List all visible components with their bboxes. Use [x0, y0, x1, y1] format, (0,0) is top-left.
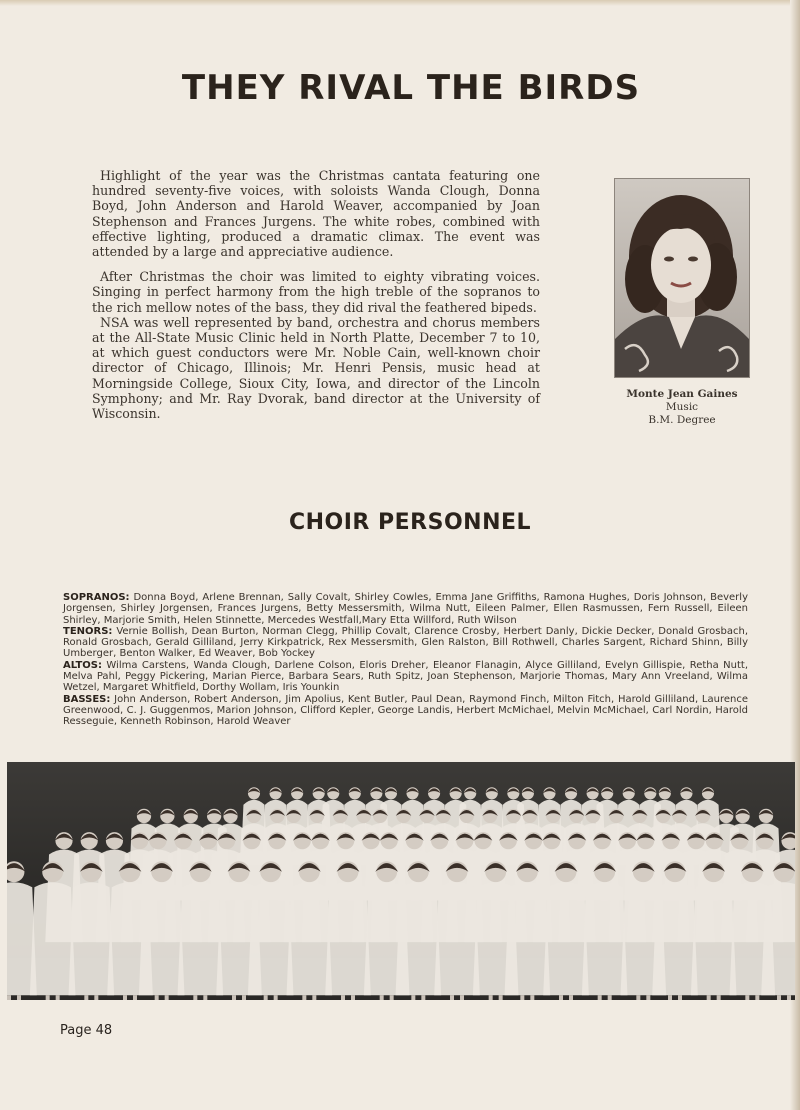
roster-section [63, 694, 748, 728]
roster-names: Vernie Bollish, Dean Burton, Norman Clegg, Phillip Covalt, Clarence Crosby, Herbert Danly, Dickie Decker, Donald Grosbach, Ronald Grosbach, Gerald Gilliland, Jerry Kirkpatrick, Rex Messersmith, Glen Ralston, Bill Rothwell, Charles Sargent, Richard Shinn, Billy Umberger, Benton Walker, Ed Weaver, Bob Yockey [63, 625, 748, 660]
portrait-degree: B.M. Degree [648, 414, 716, 426]
roster-names: John Anderson, Robert Anderson, Jim Apolius, Kent Butler, Paul Dean, Raymond Finch, Milton Fitch, Harold Gilliland, Laurence Greenwood, C. J. Guggenmos, Marion Johnson, Clifford Kepler, George Landis, Herbert McMichael, Melvin McMichael, Carl Nordin, Harold Resseguie, Kenneth Robinson, Harold Weaver [63, 693, 748, 728]
choir-photo-image [7, 762, 795, 1000]
portrait-photo [615, 179, 749, 377]
intro-text [92, 168, 540, 421]
faculty-portrait [614, 178, 750, 378]
roster-section [63, 626, 748, 660]
page-number: Page 48 [60, 1023, 113, 1038]
page-title: THEY RIVAL THE BIRDS [181, 68, 641, 108]
roster-label: ALTOS: [63, 659, 102, 671]
intro-paragraph: After Christmas the choir was limited to eighty vibrating voices. Singing in perfect harmony from the high treble of the sopranos to the rich mellow notes of the bass, they did rival the feathered bipeds. [92, 269, 540, 315]
portrait-department: Music [665, 401, 699, 413]
intro-paragraph: NSA was well represented by band, orchestra and chorus members at the All-State Music Clinic held in North Platte, December 7 to 10, at which guest conductors were Mr. Noble Cain, well-known choir director of Chicago, Illinois; Mr. Henri Pensis, music head at Morningside College, Sioux City, Iowa, and director of the Lincoln Symphony; and Mr. Ray Dvorak, band director at the University of Wisconsin. [92, 314, 540, 422]
choir-group-photo [7, 762, 795, 1000]
section-title: CHOIR PERSONNEL [288, 510, 532, 535]
portrait-name: Monte Jean Gaines [626, 388, 738, 400]
choir-roster [63, 592, 748, 728]
page-edge [0, 0, 800, 6]
roster-section [63, 592, 748, 626]
intro-paragraph: Highlight of the year was the Christmas cantata featuring one hundred seventy-five voices, with soloists Wanda Clough, Donna Boyd, John Anderson and Harold Weaver, accompanied by Joan Stephenson and Frances Jurgens. The white robes, combined with effective lighting, produced a dramatic climax. The event was attended by a large and appreciative audience. [92, 168, 540, 260]
roster-names: Wilma Carstens, Wanda Clough, Darlene Colson, Eloris Dreher, Eleanor Flanagin, Alyce Gilliland, Evelyn Gillispie, Retha Nutt, Melva Pahl, Peggy Pickering, Marian Pierce, Barbara Sears, Ruth Spitz, Joan Stephenson, Marjorie Thomas, Mary Ann Vreeland, Wilma Wetzel, Margaret Whitfield, Dorthy Wollam, Iris Younkin [63, 659, 748, 694]
portrait-caption [600, 388, 764, 427]
roster-label: BASSES: [63, 693, 111, 705]
roster-label: SOPRANOS: [63, 592, 130, 603]
roster-names: Donna Boyd, Arlene Brennan, Sally Covalt, Shirley Cowles, Emma Jane Griffiths, Ramona Hughes, Doris Johnson, Beverly Jorgensen, Shirley Jorgensen, Frances Jurgens, Betty Messersmith, Wilma Nutt, Eileen Palmer, Ellen Rasmussen, Fern Russell, Eileen Shirley, Marjorie Smith, Helen Stinnette, Mercedes Westfall,Mary Etta Willford, Ruth Wilson [63, 592, 748, 626]
roster-label: TENORS: [63, 625, 113, 637]
roster-section [63, 660, 748, 694]
